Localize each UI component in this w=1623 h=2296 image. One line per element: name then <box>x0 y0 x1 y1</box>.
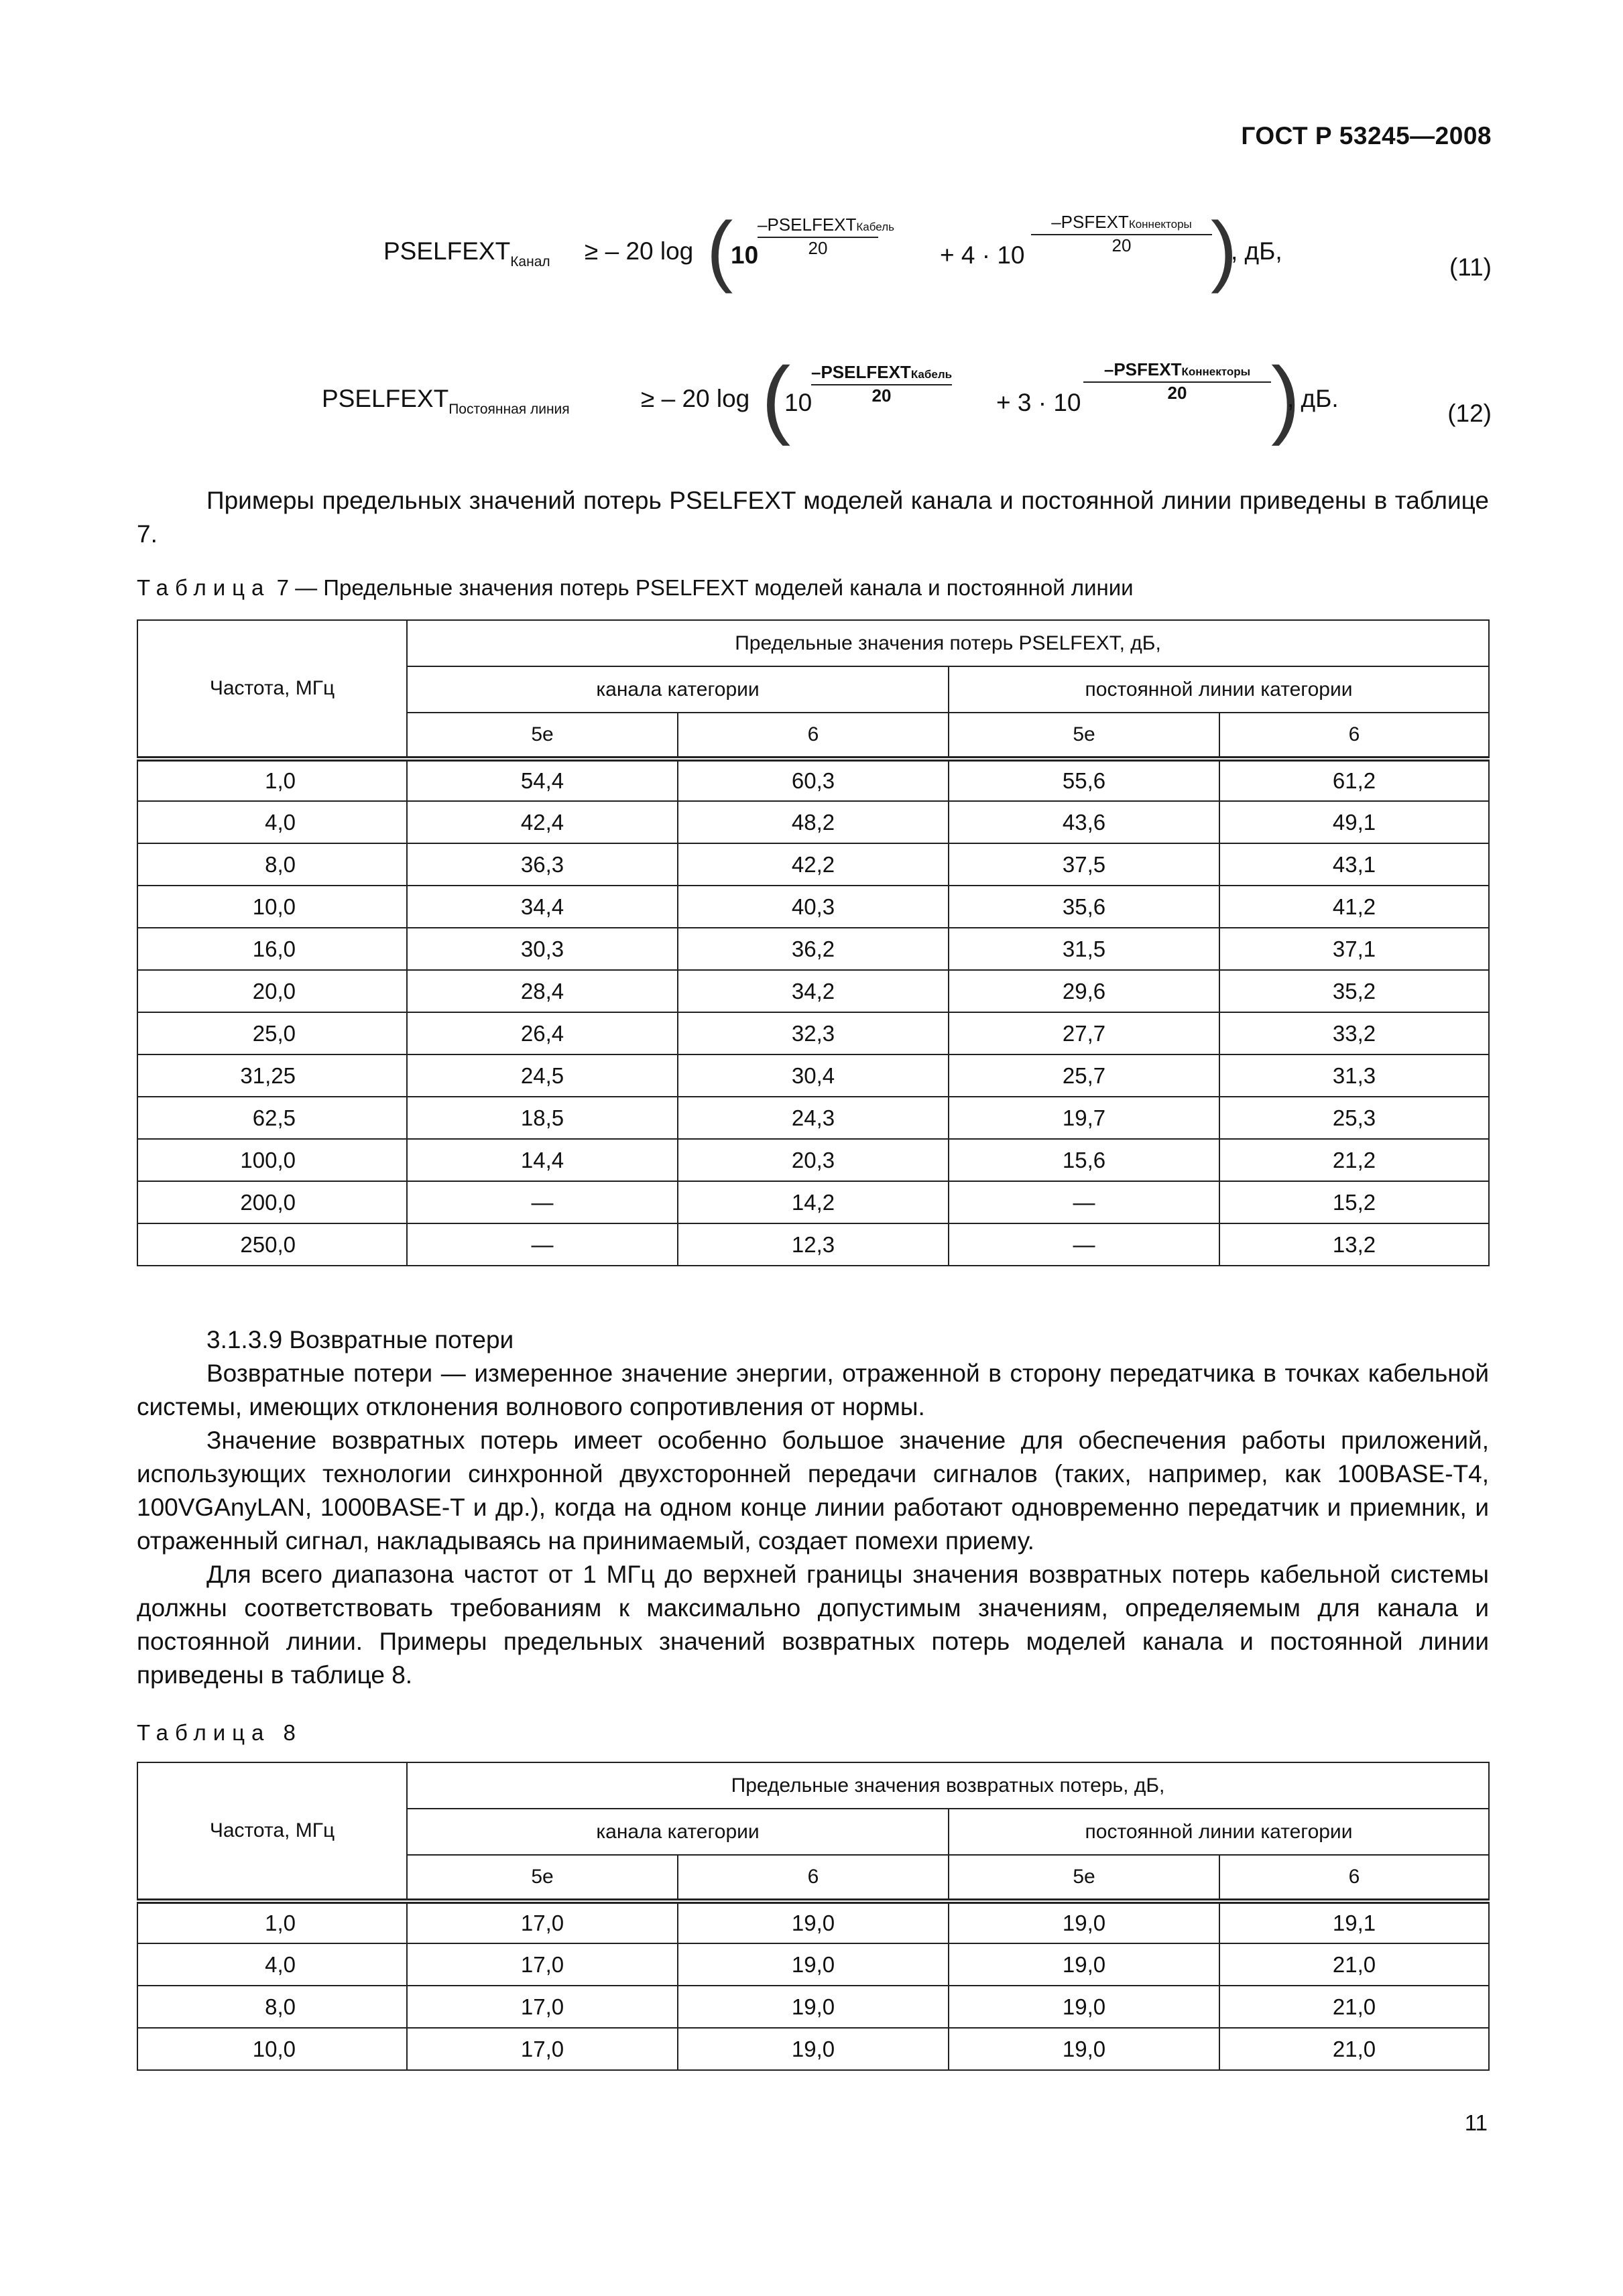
paragraph-table7-intro: Примеры предельных значений потерь PSELFEXT моделей канала и постоянной линии приведены в таблице 7. <box>137 487 1489 548</box>
table8-header-link-cat6: 6 <box>1219 1855 1489 1901</box>
table7-header-permanent-link: постоянной линии категории <box>949 666 1489 713</box>
table-cell-frequency: 1,0 <box>137 1901 407 1943</box>
formula-11-operator: ≥ – 20 log <box>585 237 694 265</box>
table-cell-value: 21,2 <box>1219 1139 1489 1181</box>
table-cell-value: 14,4 <box>407 1139 678 1181</box>
table-cell-value: 43,1 <box>1219 843 1489 886</box>
formula-11-exp1-num: –PSELFEXT <box>758 215 857 235</box>
table-row <box>137 970 1489 1012</box>
table-cell-value: 19,1 <box>1219 1901 1489 1943</box>
table-cell-value: 20,3 <box>678 1139 949 1181</box>
table-cell-value: 17,0 <box>407 2028 678 2070</box>
table8-header-channel-cat6: 6 <box>678 1855 949 1901</box>
page-number: 11 <box>1464 2110 1488 2135</box>
table-cell-value: 15,6 <box>949 1139 1219 1181</box>
paragraph-return-loss-definition: Возвратные потери — измеренное значение энергии, отраженной в сторону передатчика в точках кабельной системы, имеющих отклонения волнового сопротивления от нормы. <box>137 1360 1489 1421</box>
table-cell-value: 14,2 <box>678 1181 949 1223</box>
table-cell-value: 28,4 <box>407 970 678 1012</box>
formula-11-close-paren: ) <box>1211 206 1238 294</box>
table-cell-value: 55,6 <box>949 759 1219 801</box>
table-8 <box>137 1762 1490 2071</box>
table-row <box>137 1054 1489 1097</box>
table-cell-frequency: 10,0 <box>137 886 407 928</box>
table-cell-value: — <box>949 1223 1219 1266</box>
paragraph-return-loss-requirements: Для всего диапазона частот от 1 МГц до верхней границы значения возвратных потерь кабельной системы должны соответствовать требованиям к максимально допустимым значениям, определяемым для канала и постоянной линии. Примеры предельных значений возвратных потерь моделей канала и постоянной линии приведены в таблице 8. <box>137 1561 1489 1689</box>
table-cell-value: 19,0 <box>678 1901 949 1943</box>
formula-11-exp2-den: 20 <box>1111 235 1132 255</box>
formula-12-exp2-num: –PSFEXT <box>1103 359 1182 379</box>
table-cell-value: 30,3 <box>407 928 678 970</box>
table-cell-value: 61,2 <box>1219 759 1489 801</box>
table-cell-value: 43,6 <box>949 801 1219 843</box>
table-cell-value: 19,0 <box>678 1986 949 2028</box>
table8-header-group: Предельные значения возвратных потерь, дБ, <box>407 1762 1489 1809</box>
table-cell-frequency: 8,0 <box>137 843 407 886</box>
table-cell-value: 30,4 <box>678 1054 949 1097</box>
table-cell-value: 24,3 <box>678 1097 949 1139</box>
table-cell-value: — <box>407 1223 678 1266</box>
table8-header-channel-cat5e: 5е <box>407 1855 678 1901</box>
table-cell-value: 35,6 <box>949 886 1219 928</box>
table7-caption-label: Таблица <box>137 575 271 600</box>
table-cell-value: 40,3 <box>678 886 949 928</box>
table-row <box>137 1223 1489 1266</box>
formula-11-base-1: 10 <box>731 241 759 269</box>
table7-header-channel: канала категории <box>407 666 949 713</box>
table-cell-value: 21,0 <box>1219 2028 1489 2070</box>
table-cell-value: 37,1 <box>1219 928 1489 970</box>
formula-12-exp2-sub: Коннекторы <box>1181 365 1251 378</box>
table-cell-value: 31,5 <box>949 928 1219 970</box>
formula-12-exp1-sub: Кабель <box>910 368 953 381</box>
formula-11-exp1-den: 20 <box>808 238 828 258</box>
formula-12-exp1 <box>811 362 952 406</box>
table-cell-value: 25,7 <box>949 1054 1219 1097</box>
formula-12-exp1-num: –PSELFEXT <box>811 362 911 382</box>
table-row <box>137 928 1489 970</box>
formula-12-operator: ≥ – 20 log <box>641 385 750 412</box>
table-cell-value: 33,2 <box>1219 1012 1489 1054</box>
section-title-return-loss: 3.1.3.9 Возвратные потери <box>206 1326 514 1353</box>
table-row <box>137 801 1489 843</box>
table-cell-value: 36,3 <box>407 843 678 886</box>
formula-11-exp1 <box>758 215 894 259</box>
table-7 <box>137 619 1490 1266</box>
table-cell-value: 32,3 <box>678 1012 949 1054</box>
formula-12-number: (12) <box>1447 400 1492 427</box>
table-cell-value: 17,0 <box>407 1943 678 1986</box>
formula-11-open-paren: ( <box>707 206 733 294</box>
table-cell-value: — <box>407 1181 678 1223</box>
table-row <box>137 1139 1489 1181</box>
formula-12-exp2-den: 20 <box>1167 383 1187 403</box>
formula-11-lhs-sub: Канал <box>510 254 550 269</box>
table-cell-frequency: 1,0 <box>137 759 407 801</box>
formula-12-coef: + 3 · 10 <box>996 389 1081 416</box>
table-row <box>137 759 1489 801</box>
table-cell-value: 35,2 <box>1219 970 1489 1012</box>
formula-12-unit: , дБ. <box>1287 385 1339 412</box>
table-cell-frequency: 16,0 <box>137 928 407 970</box>
table7-caption <box>137 575 1134 601</box>
formula-12-close-paren: ) <box>1271 349 1301 446</box>
table-cell-value: 34,4 <box>407 886 678 928</box>
table-cell-value: 49,1 <box>1219 801 1489 843</box>
table-cell-value: 19,0 <box>678 1943 949 1986</box>
table-cell-value: 29,6 <box>949 970 1219 1012</box>
formula-11 <box>383 206 1362 307</box>
formula-11-exp1-sub: Кабель <box>856 221 894 233</box>
table-cell-value: 37,5 <box>949 843 1219 886</box>
formula-11-unit: , дБ, <box>1231 237 1282 265</box>
table-cell-value: 36,2 <box>678 928 949 970</box>
table-cell-value: 60,3 <box>678 759 949 801</box>
table-cell-value: 25,3 <box>1219 1097 1489 1139</box>
formula-12-lhs-sub: Постоянная линия <box>448 402 570 417</box>
table-cell-value: 19,0 <box>949 1943 1219 1986</box>
table-cell-value: — <box>949 1181 1219 1223</box>
table-cell-value: 27,7 <box>949 1012 1219 1054</box>
table-row <box>137 1012 1489 1054</box>
table-row <box>137 1181 1489 1223</box>
paragraph-return-loss-importance: Значение возвратных потерь имеет особенно большое значение для обеспечения работы приложений, использующих технологии синхронной двухсторонней передачи сигналов (таких, например, как 100BASE-T4, 100VGAnyLAN, 1000BASE-T и др.), когда на одном конце линии работают одновременно передатчик и приемник, и отраженный сигнал, накладываясь на принимаемый, создает помехи приему. <box>137 1427 1489 1555</box>
table8-header-channel: канала категории <box>407 1809 949 1855</box>
formula-12-exp1-den: 20 <box>871 385 892 406</box>
table7-header-frequency: Частота, МГц <box>137 620 407 759</box>
table-cell-frequency: 200,0 <box>137 1181 407 1223</box>
table-row <box>137 1097 1489 1139</box>
table-row <box>137 1901 1489 1943</box>
formula-12-open-paren: ( <box>762 349 791 446</box>
table-cell-value: 21,0 <box>1219 1986 1489 2028</box>
table-cell-frequency: 62,5 <box>137 1097 407 1139</box>
table7-header-link-cat6: 6 <box>1219 713 1489 759</box>
table-cell-value: 13,2 <box>1219 1223 1489 1266</box>
table-cell-value: 34,2 <box>678 970 949 1012</box>
table-cell-frequency: 4,0 <box>137 1943 407 1986</box>
table-cell-value: 48,2 <box>678 801 949 843</box>
table7-header-group: Предельные значения потерь PSELFEXT, дБ, <box>407 620 1489 666</box>
table-cell-frequency: 31,25 <box>137 1054 407 1097</box>
table8-header-frequency: Частота, МГц <box>137 1762 407 1901</box>
table-cell-frequency: 8,0 <box>137 1986 407 2028</box>
formula-11-exp2 <box>1031 212 1212 256</box>
formula-11-exp2-num: –PSFEXT <box>1051 212 1129 232</box>
table-row <box>137 843 1489 886</box>
table-cell-value: 42,2 <box>678 843 949 886</box>
table-cell-value: 17,0 <box>407 1901 678 1943</box>
table-cell-value: 17,0 <box>407 1986 678 2028</box>
formula-11-exp2-sub: Коннекторы <box>1128 218 1192 231</box>
table-cell-frequency: 25,0 <box>137 1012 407 1054</box>
table8-header-permanent-link: постоянной линии категории <box>949 1809 1489 1855</box>
table-cell-frequency: 100,0 <box>137 1139 407 1181</box>
table-row <box>137 1943 1489 1986</box>
formula-12-base-1: 10 <box>784 389 813 416</box>
table-cell-value: 18,5 <box>407 1097 678 1139</box>
formula-12-lhs: PSELFEXT <box>322 385 449 412</box>
table-cell-value: 41,2 <box>1219 886 1489 928</box>
table-cell-value: 19,7 <box>949 1097 1219 1139</box>
table-cell-value: 19,0 <box>949 1901 1219 1943</box>
formula-11-number: (11) <box>1449 253 1492 281</box>
formula-12 <box>322 349 1368 449</box>
table8-caption: Таблица 8 <box>137 1720 302 1745</box>
formula-11-lhs: PSELFEXT <box>383 237 511 265</box>
table-cell-frequency: 4,0 <box>137 801 407 843</box>
table-cell-frequency: 250,0 <box>137 1223 407 1266</box>
table7-header-link-cat5e: 5е <box>949 713 1219 759</box>
table-row <box>137 886 1489 928</box>
table-cell-value: 54,4 <box>407 759 678 801</box>
table-cell-value: 19,0 <box>678 2028 949 2070</box>
table-row <box>137 2028 1489 2070</box>
table-cell-frequency: 10,0 <box>137 2028 407 2070</box>
table-cell-value: 21,0 <box>1219 1943 1489 1986</box>
table-row <box>137 1986 1489 2028</box>
table-cell-value: 31,3 <box>1219 1054 1489 1097</box>
table-cell-value: 15,2 <box>1219 1181 1489 1223</box>
table7-header-channel-cat5e: 5е <box>407 713 678 759</box>
formula-11-coef: + 4 · 10 <box>940 241 1025 269</box>
table-cell-value: 26,4 <box>407 1012 678 1054</box>
table-cell-frequency: 20,0 <box>137 970 407 1012</box>
table8-header-link-cat5e: 5е <box>949 1855 1219 1901</box>
table7-caption-text: 7 — Предельные значения потерь PSELFEXT моделей канала и постоянной линии <box>276 575 1134 600</box>
table7-header-channel-cat6: 6 <box>678 713 949 759</box>
table-cell-value: 19,0 <box>949 2028 1219 2070</box>
table-cell-value: 42,4 <box>407 801 678 843</box>
table-cell-value: 19,0 <box>949 1986 1219 2028</box>
table-cell-value: 12,3 <box>678 1223 949 1266</box>
formula-12-exp2 <box>1083 359 1271 404</box>
document-code: ГОСТ Р 53245—2008 <box>1241 122 1492 149</box>
table-cell-value: 24,5 <box>407 1054 678 1097</box>
